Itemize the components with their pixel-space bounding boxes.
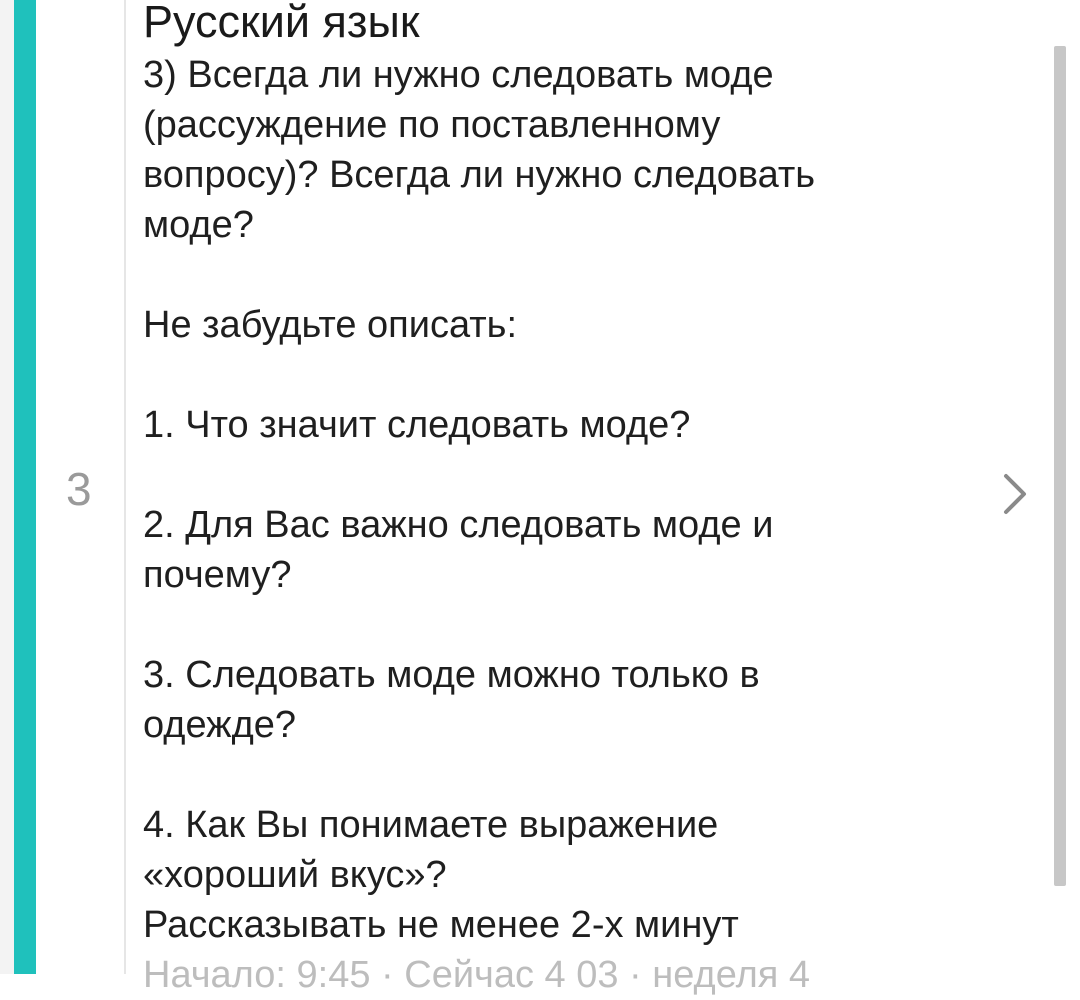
left-margin [0,0,14,974]
subject-title: Русский язык [143,0,420,47]
item-number: 3 [66,463,92,515]
column-divider [124,0,126,974]
accent-bar [14,0,36,974]
task-description: 3) Всегда ли нужно следовать моде (рассуждение по поставленному вопросу)? Всегда ли нужно следовать моде? Не забудьте описать: 1. Что значит следовать моде? 2. Для Вас важно следовать моде и почему? 3. Следовать моде можно только в одежде? 4. Как Вы понимаете выражение «хороший вкус»? Рассказывать не менее 2-х минут [143,54,816,946]
task-card-content[interactable] [143,0,1003,996]
partially-visible-line: Начало: 9:45 · Сейчас 4 03 · неделя 4 [143,954,811,996]
chevron-right-icon [996,470,1036,518]
scrollbar-thumb[interactable] [1054,46,1066,886]
next-button[interactable] [996,470,1036,518]
